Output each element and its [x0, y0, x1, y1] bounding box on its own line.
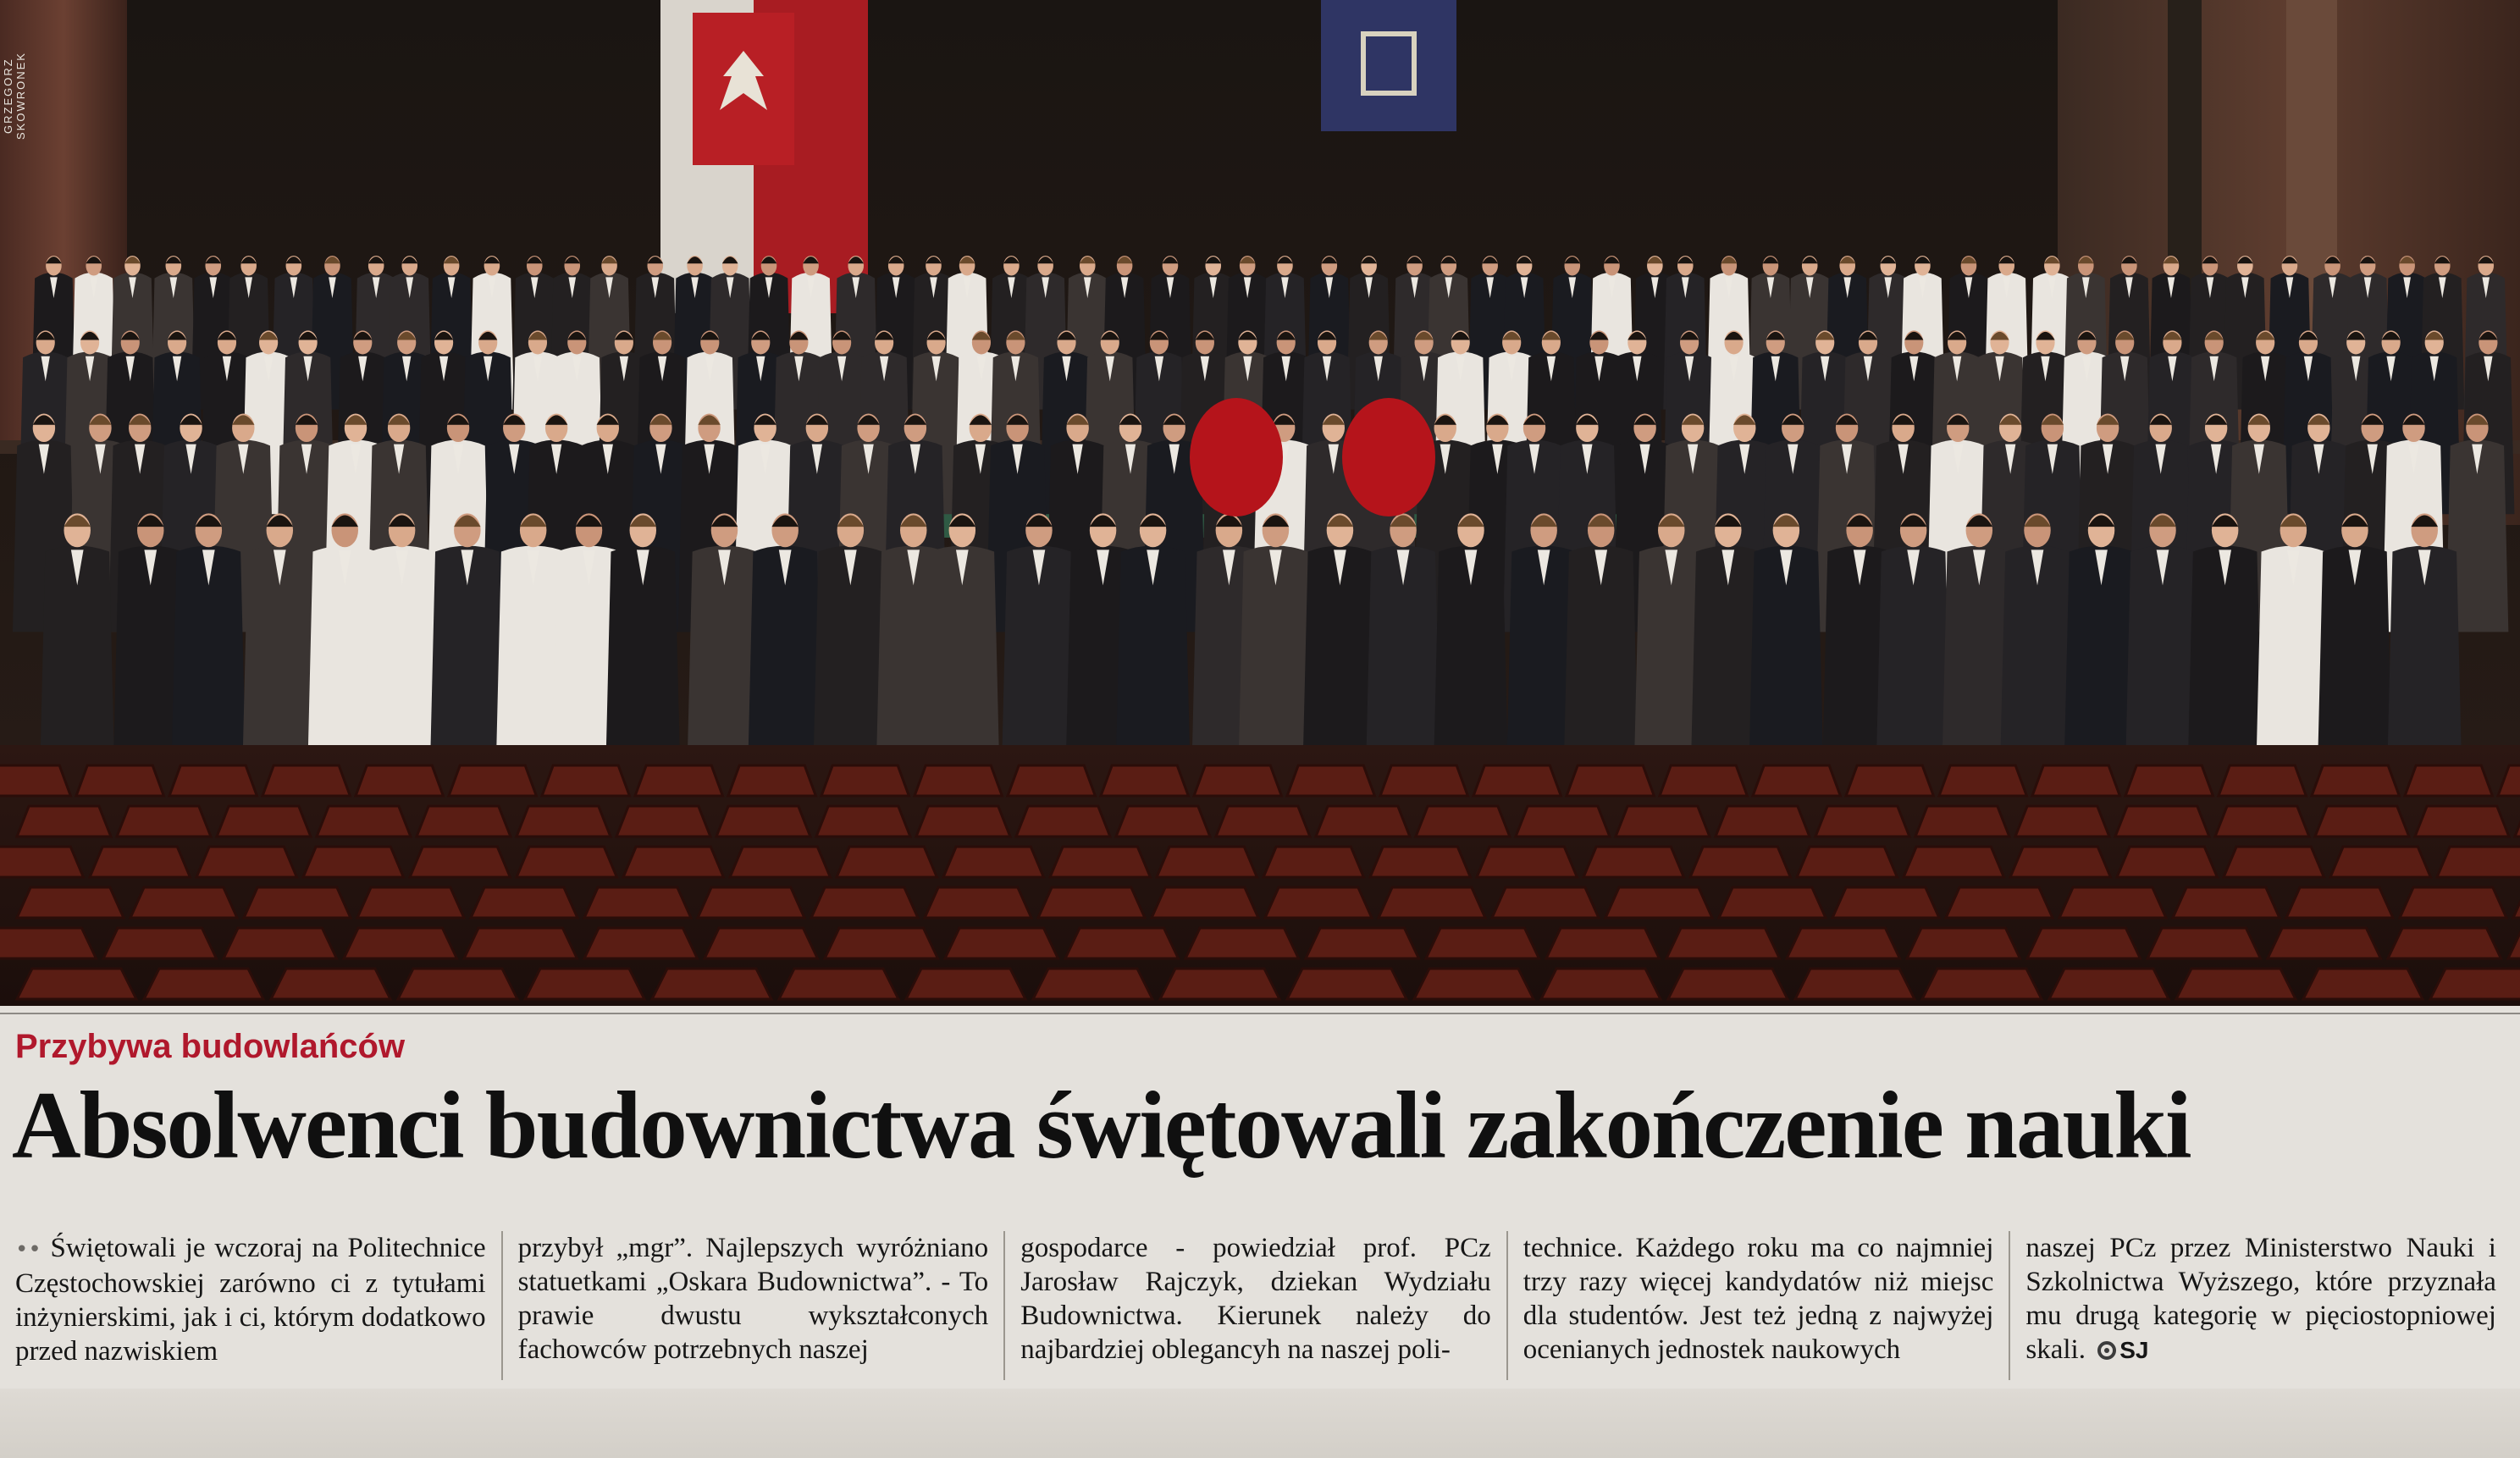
person	[1876, 513, 1951, 774]
column-text: Świętowali je wczoraj na Politechnice Częstochowskiej zarówno ci z tytułami inżynierskimi, jak i ci, którym dodatkowo przed nazwiskiem	[15, 1233, 486, 1367]
article-column-2	[501, 1231, 1004, 1380]
person	[171, 513, 246, 774]
person	[748, 513, 822, 774]
person	[813, 513, 887, 774]
article-column-4	[1506, 1231, 2009, 1380]
column-text: gospodarce - powiedział prof. PCz Jarosław Rajczyk, dziekan Wydziału Budownictwa. Kierunek należy do najbardziej oblegancyh na naszej poli-	[1020, 1233, 1491, 1365]
person	[1115, 513, 1190, 774]
article-body	[8, 1231, 2512, 1380]
article-column-1	[8, 1231, 501, 1380]
blue-banner	[1321, 0, 1456, 131]
column-text: technice. Każdego roku ma co najmniej trzy razy więcej kandydatów niż miejsc dla studentów. Jest też jedną z najwyżej ocenianych jednostek naukowych	[1522, 1233, 1994, 1365]
rector-robe	[1342, 398, 1435, 516]
column-text: przybył „mgr”. Najlepszych wyróżniano statuetkami „Oskara Budownictwa”. - To prawie dwustu wykształconych fachowców potrzebnych naszej	[517, 1233, 989, 1365]
person	[1564, 513, 1639, 774]
article-column-3	[1003, 1231, 1506, 1380]
author-signature: SJ	[2119, 1337, 2149, 1363]
person	[1302, 513, 1377, 774]
person	[1366, 513, 1440, 774]
graduates-crowd	[13, 256, 2515, 774]
page-bleed-through	[0, 1389, 2520, 1458]
person	[2318, 513, 2392, 774]
column-text: naszej PCz przez Ministerstwo Nauki i Szkolnictwa Wyższego, które przyznała mu drugą kategorię w pięciostopniowej skali.	[2025, 1233, 2496, 1365]
person	[1434, 513, 1508, 774]
person	[1002, 513, 1076, 774]
rector-robe	[1190, 398, 1283, 516]
person	[1749, 513, 1823, 774]
person	[430, 513, 505, 774]
person	[2387, 513, 2462, 774]
article-headline: Absolwenci budownictwa świętowali zakończenie nauki	[12, 1073, 2191, 1179]
signature-circle-icon	[2097, 1341, 2116, 1360]
lead-bullet-icon: ••	[15, 1237, 41, 1262]
person	[1238, 513, 1312, 774]
person	[242, 513, 317, 774]
person	[2188, 513, 2263, 774]
person	[2000, 513, 2075, 774]
article-column-5	[2009, 1231, 2512, 1380]
person	[605, 513, 680, 774]
section-rule	[0, 1013, 2520, 1014]
person	[925, 513, 999, 774]
article-kicker: Przybywa budowlańców	[15, 1028, 406, 1065]
photo-credit: GRZEGORZ SKOWRONEK	[2, 52, 27, 140]
person	[365, 513, 439, 774]
person	[40, 513, 114, 774]
